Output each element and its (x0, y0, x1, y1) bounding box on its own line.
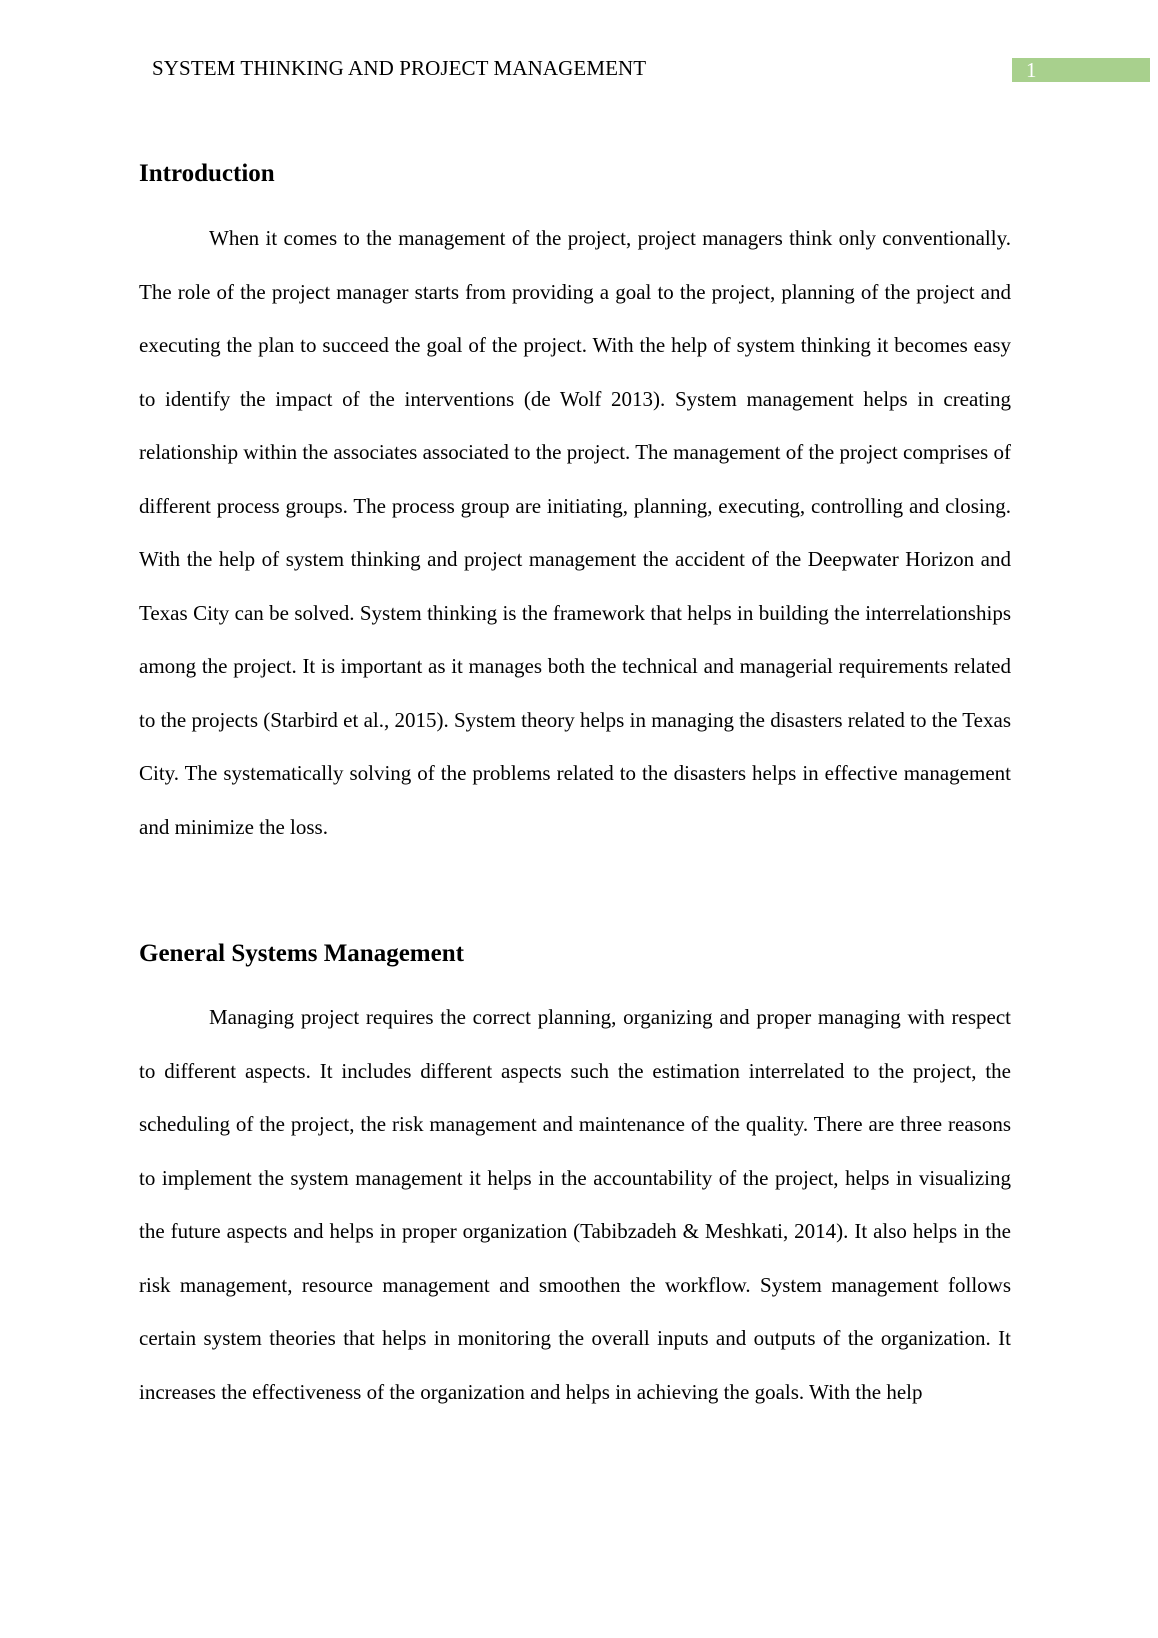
section-heading-general-systems-management: General Systems Management (139, 940, 464, 967)
running-head: SYSTEM THINKING AND PROJECT MANAGEMENT (152, 56, 647, 80)
section-paragraph-general-systems-management: Managing project requires the correct planning, organizing and proper managing with respect to different aspects. It includes different aspects such the estimation interrelated to the project, the scheduling of the project, the risk management and maintenance of the quality. There are three reasons to implement the system management it helps in the accountability of the project, helps in visualizing the future aspects and helps in proper organization (Tabibzadeh & Meshkati, 2014). It also helps in the risk management, resource management and smoothen the workflow. System management follows certain system theories that helps in monitoring the overall inputs and outputs of the organization. It increases the effectiveness of the organization and helps in achieving the goals. With the help (139, 1005, 1011, 1404)
page-number-box (1012, 58, 1150, 82)
page-number: 1 (1026, 58, 1037, 82)
section-paragraph-introduction: When it comes to the management of the project, project managers think only conventionally. The role of the project manager starts from providing a goal to the project, planning of the project and executing the plan to succeed the goal of the project. With the help of system thinking it becomes easy to identify the impact of the interventions (de Wolf 2013). System management helps in creating relationship within the associates associated to the project. The management of the project comprises of different process groups. The process group are initiating, planning, executing, controlling and closing. With the help of system thinking and project management the accident of the Deepwater Horizon and Texas City can be solved. System thinking is the framework that helps in building the interrelationships among the project. It is important as it manages both the technical and managerial requirements related to the projects (Starbird et al., 2015). System theory helps in managing the disasters related to the Texas City. The systematically solving of the problems related to the disasters helps in effective management and minimize the loss. (139, 226, 1011, 839)
section-heading-introduction: Introduction (139, 160, 275, 187)
